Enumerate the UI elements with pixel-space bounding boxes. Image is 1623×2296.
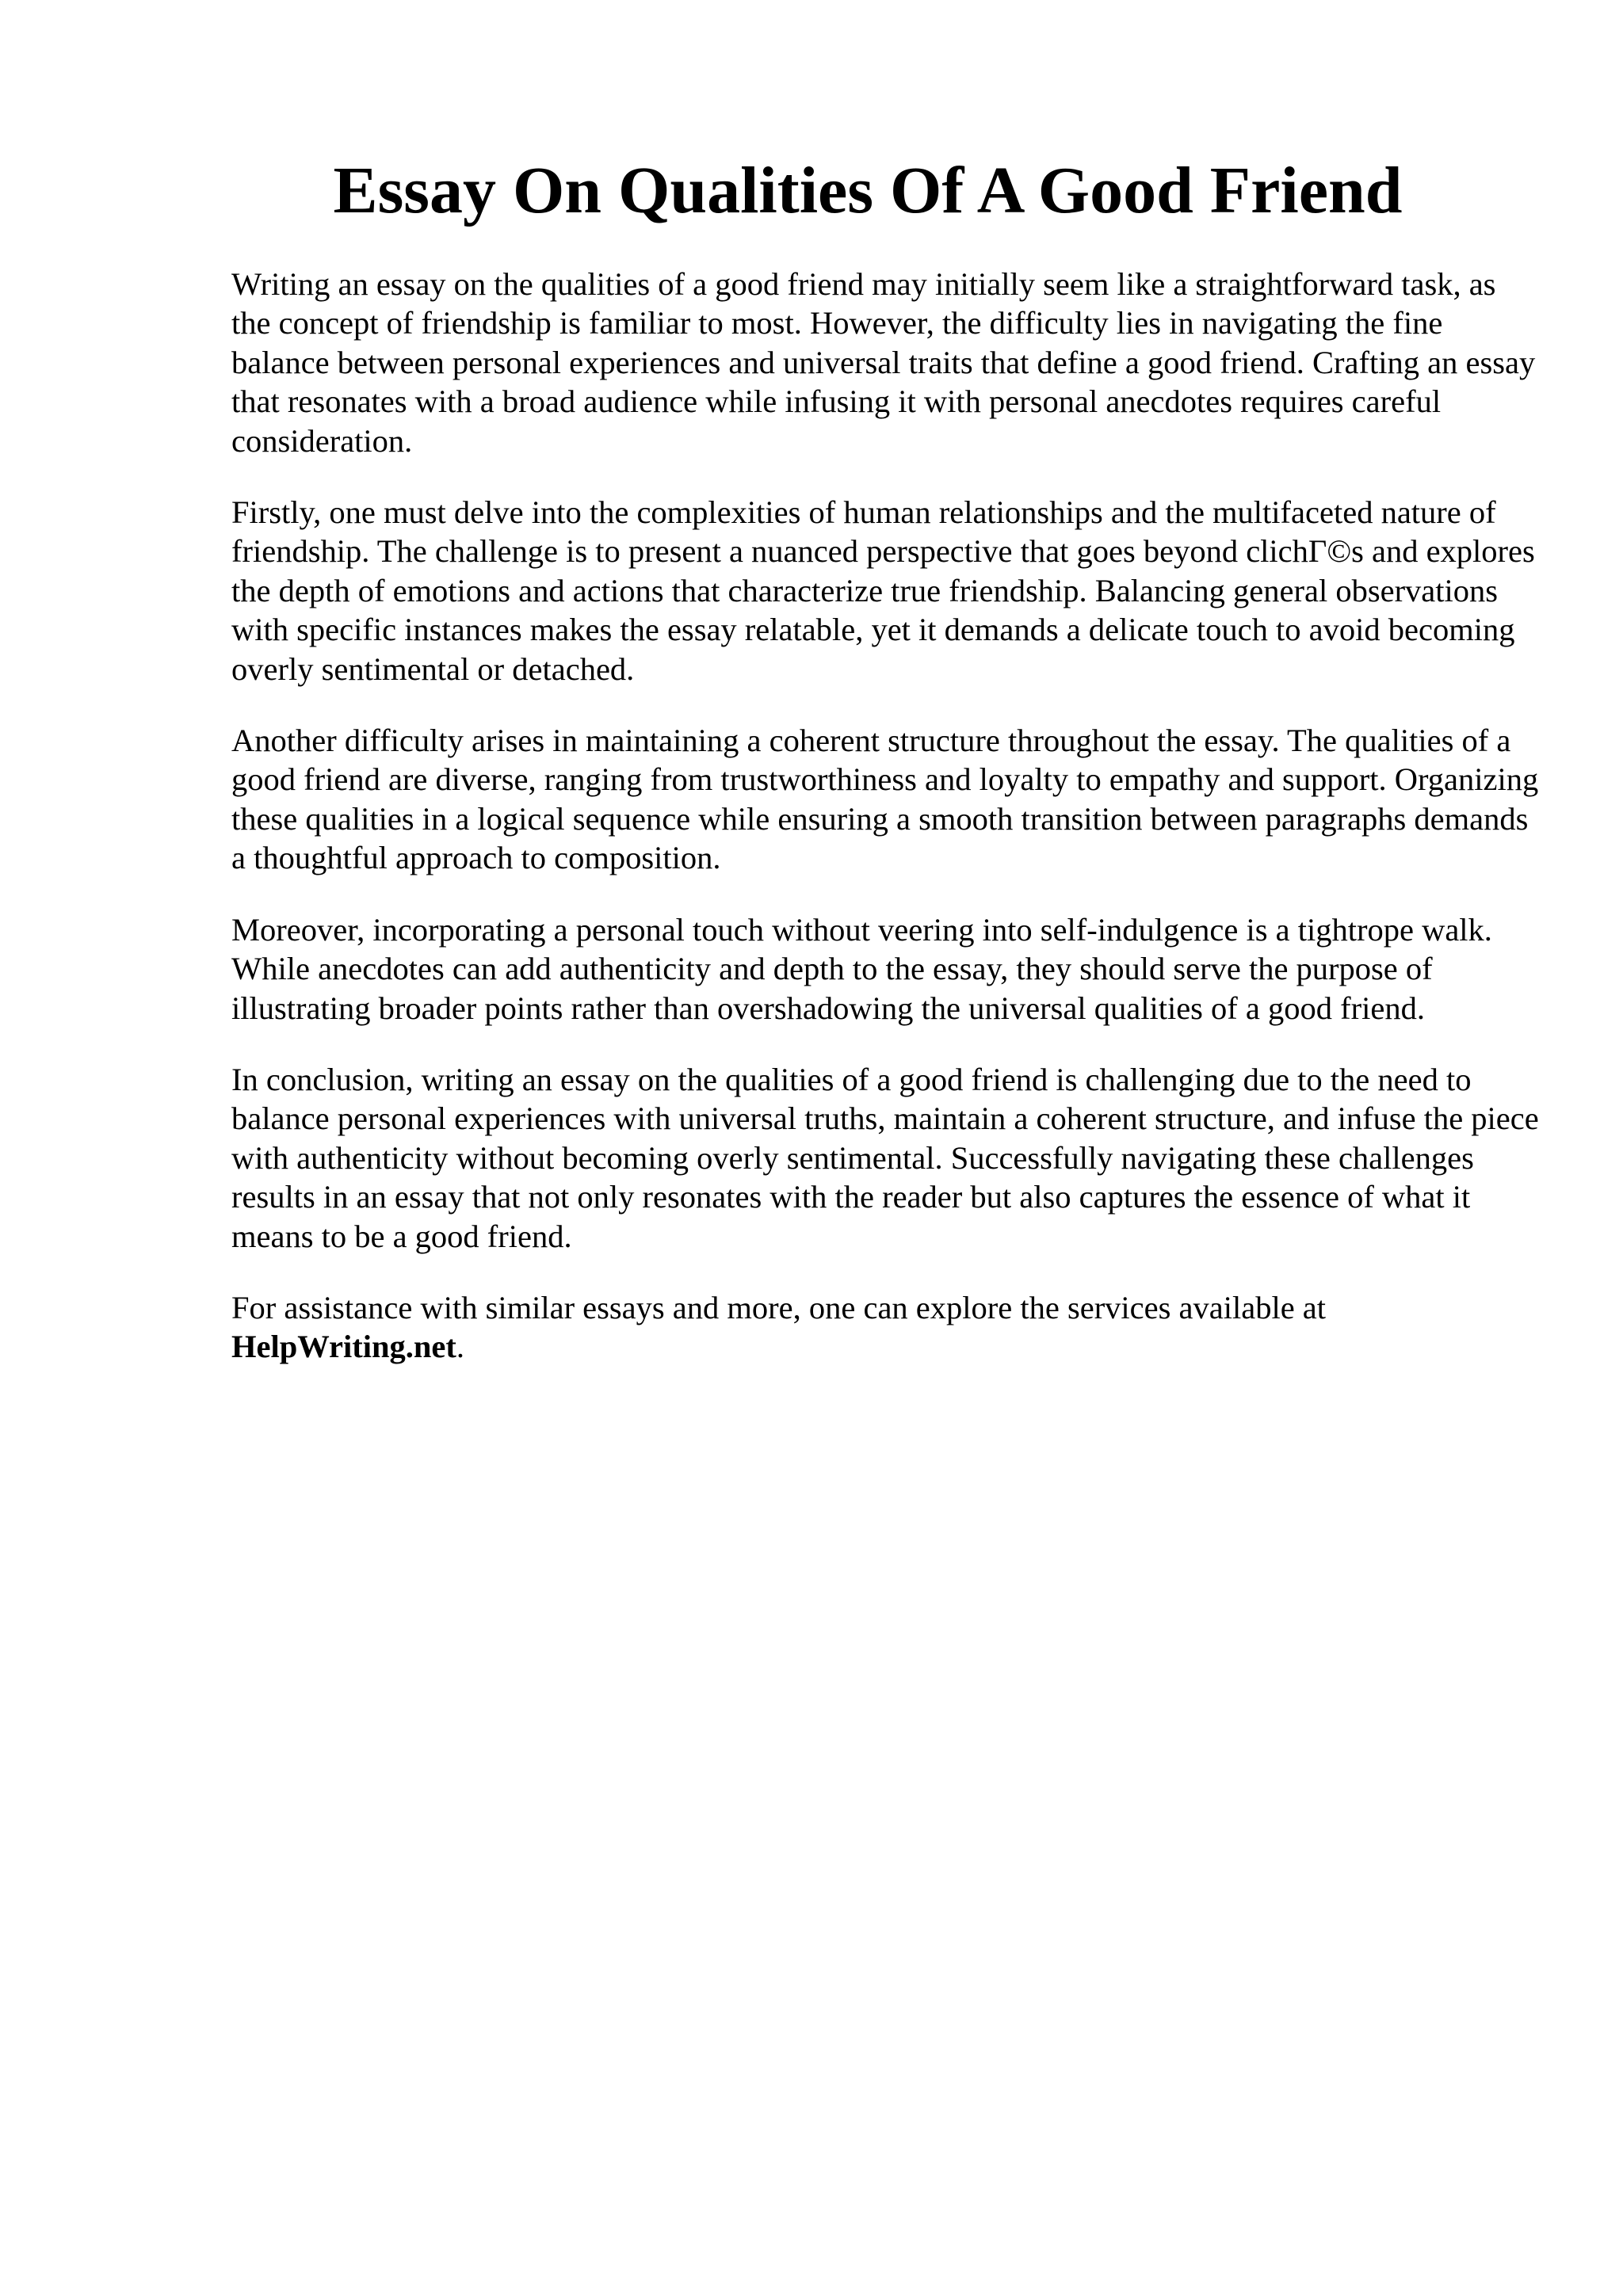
paragraph-firstly: Firstly, one must delve into the complexities of human relationships and the multifaceted nature of friendship. The challenge is to present a nuanced perspective that goes beyond clichΓ©s and explores the depth of emotions and actions that characterize true friendship. Balancing general observations with specific instances makes the essay relatable, yet it demands a delicate touch to avoid becoming overly sentimental or detached. bbox=[231, 494, 1535, 687]
page-title: Essay On Qualities Of A Good Friend bbox=[333, 154, 1403, 227]
closing-period: . bbox=[456, 1329, 465, 1365]
paragraph-conclusion: In conclusion, writing an essay on the qualities of a good friend is challenging due to the need to balance personal experiences with universal truths, maintain a coherent structure, and infuse the piece with authenticity without becoming overly sentimental. Successfully navigating these challenges results in an essay that not only resonates with the reader but also captures the essence of what it means to be a good friend. bbox=[231, 1061, 1539, 1254]
closing-text: For assistance with similar essays and more, one can explore the services available at bbox=[231, 1289, 1327, 1325]
paragraph-closing bbox=[231, 1288, 1539, 1367]
essay-body bbox=[231, 265, 1539, 1399]
paragraph-structure: Another difficulty arises in maintaining a coherent structure throughout the essay. The qualities of a good friend are diverse, ranging from trustworthiness and loyalty to empathy and support. Organizing these qualities in a logical sequence while ensuring a smooth transition between paragraphs demands a thoughtful approach to composition. bbox=[231, 723, 1539, 876]
brand-link[interactable]: HelpWriting.net bbox=[231, 1329, 456, 1365]
paragraph-personal-touch: Moreover, incorporating a personal touch without veering into self-indulgence is a tightrope walk. While anecdotes can add authenticity and depth to the essay, they should serve the purpose of illustrating broader points rather than overshadowing the universal qualities of a good friend. bbox=[231, 911, 1492, 1026]
paragraph-intro: Writing an essay on the qualities of a good friend may initially seem like a straightforward task, as the concept of friendship is familiar to most. However, the difficulty lies in navigating the fine balance between personal experiences and universal traits that define a good friend. Crafting an essay that resonates with a broad audience while infusing it with personal anecdotes requires careful consideration. bbox=[231, 266, 1536, 459]
